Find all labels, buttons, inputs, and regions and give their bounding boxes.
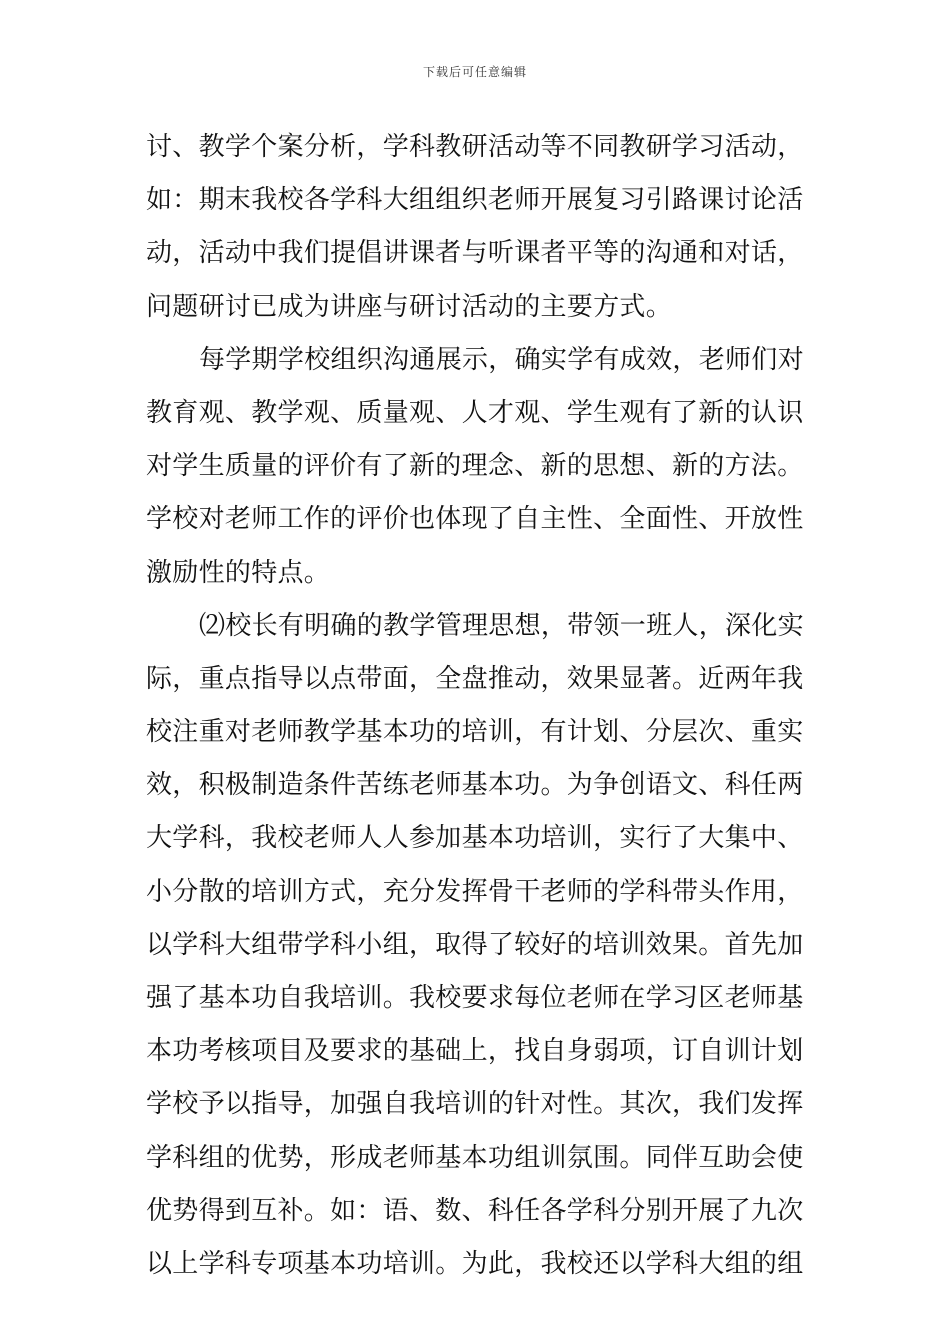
text-line: 际，重点指导以点带面，全盘推动，效果显著。近两年我: [146, 663, 804, 694]
text-line: 以学科大组带学科小组，取得了较好的培训效果。首先加: [146, 929, 804, 960]
text-line: 本功考核项目及要求的基础上，找自身弱项，订自训计划: [146, 1036, 804, 1067]
text-line: 以上学科专项基本功培训。为此，我校还以学科大组的组: [146, 1248, 804, 1279]
text-line: 大学科，我校老师人人参加基本功培训，实行了大集中、: [146, 823, 804, 854]
text-line: 如：期末我校各学科大组组织老师开展复习引路课讨论活: [146, 185, 804, 216]
text-line: 学科组的优势，形成老师基本功组训氛围。同伴互助会使: [146, 1142, 804, 1173]
text-line: 强了基本功自我培训。我校要求每位老师在学习区老师基: [146, 983, 804, 1013]
text-line: 效，积极制造条件苦练老师基本功。为争创语文、科任两: [146, 770, 804, 801]
text-line: 对学生质量的评价有了新的理念、新的思想、新的方法。: [146, 451, 804, 482]
text-line: 动，活动中我们提倡讲课者与听课者平等的沟通和对话，: [146, 238, 804, 269]
text-line: 每学期学校组织沟通展示，确实学有成效，老师们对: [199, 344, 804, 375]
text-line: 学校对老师工作的评价也体现了自主性、全面性、开放性: [146, 504, 804, 535]
page-header-note: 下载后可任意编辑: [422, 65, 527, 79]
text-line: 问题研讨已成为讲座与研讨活动的主要方式。: [146, 291, 673, 322]
text-line: 激励性的特点。: [146, 557, 331, 588]
text-line: 教育观、教学观、质量观、人才观、学生观有了新的认识: [146, 397, 804, 428]
text-line: 学校予以指导，加强自我培训的针对性。其次，我们发挥: [146, 1089, 804, 1120]
text-line: 小分散的培训方式，充分发挥骨干老师的学科带头作用，: [146, 876, 804, 907]
document-body: [146, 121, 814, 1291]
text-line: 校注重对老师教学基本功的培训，有计划、分层次、重实: [146, 717, 804, 748]
text-line: ⑵校长有明确的教学管理思想，带领一班人，深化实: [199, 610, 804, 641]
text-line: 优势得到互补。如：语、数、科任各学科分别开展了九次: [146, 1195, 804, 1226]
text-line: 讨、教学个案分析，学科教研活动等不同教研学习活动，: [146, 132, 804, 162]
